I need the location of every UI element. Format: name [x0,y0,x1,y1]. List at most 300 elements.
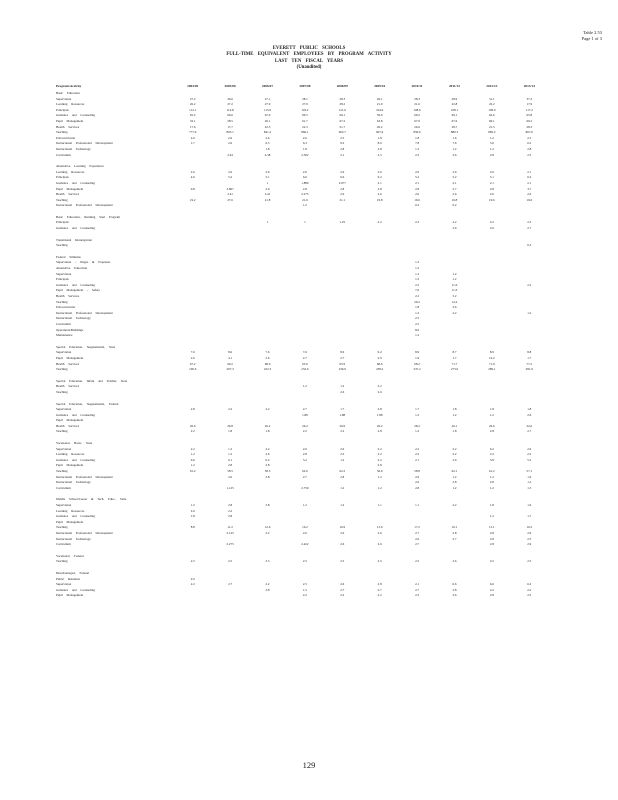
value-cell: 222.3 [263,367,272,372]
row-label: Pupil Management [56,186,84,191]
value-cell: 2.6 [340,446,345,451]
value-cell: 7.6 [415,288,420,293]
value-cell: 2.6 [377,542,382,547]
value-cell: 2.2 [190,582,195,587]
value-cell: 69.2 [526,118,533,123]
row-label: Supervision - Wages & Expenses [56,260,111,265]
value-cell: 2.422 [301,542,309,547]
row-label: Supervision [56,96,72,101]
value-cell: 2.8 [452,587,457,592]
row-label: Alternative Education [56,266,88,271]
row-label: Principals [56,277,69,282]
value-cell: 26.6 [189,423,196,428]
value-cell: 2.7 [452,186,457,191]
value-cell: 1.8 [415,305,420,310]
value-cell: 118.2 [301,107,309,112]
row-label: Health Services [56,384,80,389]
value-cell: 2.2 [415,220,420,225]
table-row [56,593,548,599]
value-cell: 2.8 [489,536,494,541]
row-label: Instructional Technology [56,146,91,151]
value-cell: 2.6 [340,192,345,197]
value-cell: 8.9 [415,350,420,355]
value-cell: 1.8 [228,429,233,434]
value-cell: 1.88 [339,412,346,417]
value-cell: 2.5 [527,559,532,564]
value-cell: 2.9 [415,474,420,479]
value-cell: 27.6 [227,197,233,202]
value-cell: 8.6 [415,327,420,332]
value-cell: 2.7 [415,587,420,592]
row-label: Pupil Management [56,355,84,360]
value-cell: 1.2 [377,485,382,490]
value-cell: 1 [266,180,269,185]
row-label: Pupil Management [56,418,84,423]
value-cell: 5.2 [452,175,457,180]
value-cell: 2.6 [452,152,457,157]
value-cell: 2.2 [302,593,307,598]
value-cell: 2.2 [377,593,382,598]
value-cell: 109.9 [488,107,496,112]
value-cell: 1.2 [190,463,195,468]
row-label: Pupil Management - Safety [56,288,100,293]
value-cell: 2.6 [190,169,195,174]
value-cell: 2.8 [527,146,532,151]
row-label: Health Services [56,294,80,298]
value-cell: 22.2 [489,102,495,107]
value-cell: 2.2 [265,582,270,587]
value-cell: 8.8 [527,350,532,355]
value-cell: 2.8 [265,587,270,592]
value-cell: 67.9 [414,118,420,123]
value-cell: 2.5 [527,536,532,541]
value-cell: 2.1 [377,180,382,185]
value-cell: 1.2 [452,485,457,490]
value-cell: 2.6 [190,135,195,140]
value-cell: 1.8 [452,407,457,412]
value-cell: 21.5 [489,124,495,129]
value-cell: 1.2 [340,485,345,490]
value-cell: 2.8 [377,146,382,151]
value-cell: 2.6 [190,508,195,513]
value-cell: 1.7 [415,407,420,412]
value-cell: 21.6 [302,197,308,202]
row-label: Instructional Technology [56,536,91,541]
value-cell: 1.2 [340,457,345,462]
row-label: Pupil Management [56,593,84,598]
value-cell: 2.6 [340,582,345,587]
value-cell: 2.8 [377,429,382,434]
value-cell: 26.2 [189,102,196,107]
value-cell: 273.6 [450,367,459,372]
value-cell: 1.2 [489,474,494,479]
value-cell: 71.7 [451,361,458,366]
value-cell: 1 [266,220,269,225]
row-label: Health Services [56,192,80,197]
value-cell: 22.8 [451,102,458,107]
value-cell: 17.7 [227,124,233,129]
value-cell: 2.8 [340,474,345,479]
value-cell: 1.2 [452,277,457,282]
value-cell: 866.1 [301,130,309,135]
row-label: Health Services [56,361,80,366]
value-cell: 190.6 [189,367,197,372]
value-cell: 2.2 [415,446,420,451]
column-header-year: 2005/06 [224,84,236,88]
value-cell: 2.6 [527,192,532,197]
value-cell: 2.6 [340,542,345,547]
row-label: Learning Resources [56,102,85,107]
value-cell: 8.8 [190,525,195,530]
value-cell: 2.7 [452,536,457,541]
value-cell: 65.2 [189,113,196,118]
value-cell: 0.2 [415,203,420,208]
report-period: LAST TEN FISCAL YEARS [274,58,344,64]
row-label: Public Relations [56,576,80,581]
value-cell: 2.8 [489,186,494,191]
row-label: Guidance and Counseling [56,412,95,417]
value-cell: 67.9 [264,113,271,118]
row-label: Instructional Professional Development [56,530,113,535]
value-cell: 2.125 [226,530,234,535]
value-cell: 2.8 [489,429,494,434]
value-cell: 2.5 [190,559,195,564]
value-cell: 2.6 [265,169,270,174]
value-cell: 2.6 [340,389,345,394]
value-cell: 2.41 [227,192,233,197]
row-label: Instructional Technology [56,480,91,485]
value-cell: 1 [304,220,306,225]
value-cell: 7.6 [302,350,307,355]
value-cell: 2.6 [228,474,233,479]
column-header-year: 2007/08 [299,84,311,88]
value-cell: 2.6 [527,412,532,417]
value-cell: 232.6 [301,367,309,372]
value-cell: 27.2 [227,102,233,107]
value-cell: 1.2 [415,271,420,276]
value-cell: 1.8 [452,429,457,434]
row-label: Teaching [56,469,68,474]
value-cell: 67.6 [451,118,458,123]
value-cell: 2.6 [265,186,270,191]
value-cell: 1.5 [302,587,307,592]
row-label: Curriculum [56,152,71,157]
value-cell [211,593,248,599]
row-label: Guidance and Counseling [56,282,95,287]
value-cell: 281.9 [525,367,533,372]
value-cell: 69.2 [414,113,420,118]
value-cell: 67.2 [189,361,196,366]
value-cell: 26.2 [264,423,271,428]
table-body [56,91,548,599]
value-cell: 2.8 [489,152,494,157]
value-cell: 2.867 [226,186,234,191]
value-cell: 5.8 [489,457,494,462]
page-reference [582,30,602,42]
value-cell: 62.6 [489,113,495,118]
value-cell: 63.8 [376,118,383,123]
value-cell: 5.1 [489,175,494,180]
value-cell: 5.6 [489,141,494,146]
value-cell: 12.6 [264,525,271,530]
value-cell: 1.2 [415,266,420,271]
value-cell: 19.8 [376,197,383,202]
value-cell: 15.1 [489,525,495,530]
value-cell: 1.6 [452,135,457,140]
section-heading: Special Education, Supplemental, Federal [56,401,119,406]
value-cell: 62.2 [339,469,346,474]
value-cell: 1.2 [489,135,494,140]
value-cell: 2.8 [377,463,382,468]
value-cell: 2.275 [301,192,309,197]
value-cell: 289.1 [488,367,496,372]
value-cell: 2.9 [527,542,532,547]
value-cell: 16.2 [302,525,308,530]
value-cell: 2.2 [377,220,382,225]
value-cell: 2.2 [377,452,382,457]
fte-table [56,81,548,599]
value-cell: 2.7 [340,587,345,592]
row-label: Supervision [56,503,72,507]
value-cell: 58.8 [414,469,420,474]
value-cell: 2.2 [452,310,457,315]
value-cell: 2.2 [527,452,532,457]
value-cell: 9.2 [377,350,382,355]
value-cell: 9.2 [340,141,345,146]
value-cell: 1.9 [415,355,420,360]
row-label: Supervision [56,271,72,276]
row-label: Extracurricular [56,135,76,140]
value-cell: 62.6 [302,469,308,474]
report-header [0,46,618,71]
value-cell: 2.7 [527,429,532,434]
value-cell: 1.8 [415,135,420,140]
value-cell: 16.1 [451,525,458,530]
value-cell: 2.2 [377,457,382,462]
value-cell: 1.2 [377,474,382,479]
value-cell: 1.2 [452,412,457,417]
value-cell: 1.2 [190,503,195,507]
value-cell: 1.8 [489,407,494,412]
value-cell: 1.2 [190,452,195,457]
value-cell: 2.6 [190,576,195,581]
value-cell: 22.3 [302,124,308,129]
value-cell: 1.7 [452,355,457,360]
row-label: Teaching [56,559,68,564]
value-cell: 28.3 [339,96,346,101]
row-label: Guidance and Counseling [56,514,95,519]
value-cell: 2.2 [265,407,270,412]
value-cell: 2.5 [377,559,382,564]
value-cell: 27.9 [264,102,271,107]
value-cell: 21.9 [376,102,383,107]
value-cell: 2.8 [228,503,233,507]
value-cell: 2.8 [265,463,270,468]
column-header-year: 2009/10 [374,84,386,88]
value-cell: 56.9 [376,469,383,474]
value-cell: 867.6 [525,130,533,135]
value-cell: 7.6 [265,350,270,355]
section-heading: Vocational, Basic, State [56,441,93,446]
value-cell: 2.6 [415,536,420,541]
value-cell: 61.7 [302,118,308,123]
value-cell: 2.8 [415,485,420,490]
value-cell: 2.8 [377,582,382,587]
value-cell: 1.2 [452,474,457,479]
value-cell: 2.6 [415,169,420,174]
value-cell: 2.6 [452,192,457,197]
value-cell: 2.2 [415,294,420,298]
value-cell: 2.1 [415,582,420,587]
page-number: 129 [302,760,316,770]
value-cell: 1.7 [340,407,345,412]
value-cell: 59.6 [376,113,383,118]
value-cell: 2.6 [340,530,345,535]
value-cell: 2.5 [415,559,420,564]
row-label: Teaching [56,525,68,530]
value-cell: 2.6 [302,169,307,174]
value-cell: 115.9 [263,107,272,112]
value-cell: 26.2 [376,124,383,129]
row-label: Learning Resources [56,452,85,457]
value-cell: 26.6 [489,423,495,428]
row-label: Guidance and Counseling [56,180,95,185]
value-cell: 2.2 [265,446,270,451]
value-cell: 2.5 [377,152,382,157]
value-cell: 37.2 [526,96,533,101]
value-cell: 2.2 [452,446,457,451]
row-label: Supervision [56,407,72,412]
value-cell: 2.2 [228,407,233,412]
value-cell: 17.6 [189,124,196,129]
row-label: Health Services [56,124,80,129]
value-cell: 1.2 [415,429,420,434]
value-cell: 26.2 [302,423,308,428]
value-cell: 1.1 [415,503,420,507]
value-cell: 237.2 [413,367,421,372]
row-label: Guidance and Counseling [56,587,95,592]
value-cell: 6.6 [190,457,195,462]
value-cell: 57.1 [526,469,533,474]
value-cell: 2.2 [527,220,532,225]
value-cell: 69.5 [302,113,308,118]
audit-status: (Unaudited) [296,64,322,70]
value-cell: 19.6 [414,197,420,202]
row-label: Pupil Management [56,463,84,468]
value-cell: 11.6 [451,282,458,287]
value-cell: 6.2 [377,175,382,180]
value-cell: 68.6 [264,361,271,366]
value-cell: 1.2 [415,146,420,151]
value-cell: 2.2 [527,587,532,592]
value-cell: 68.6 [376,361,383,366]
value-cell: 8.6 [340,350,345,355]
value-cell: 2.1 [452,180,457,185]
value-cell: 28.5 [227,118,233,123]
row-label: Health Services [56,423,80,428]
row-label: Teaching [56,299,68,304]
value-cell: 108.1 [450,107,459,112]
value-cell: 1.2 [415,412,420,417]
value-cell: 1.7 [527,355,532,360]
value-cell: 16.2 [489,355,495,360]
value-cell: 2.1 [415,180,420,185]
value-cell: 2.6 [452,559,457,564]
value-cell: 1.8 [265,429,270,434]
value-cell: 61.2 [489,469,495,474]
value-cell: 777.9 [189,130,197,135]
row-label: Instructional Professional Development [56,203,113,208]
value-cell: 28.9 [451,96,458,101]
value-cell: 907.6 [376,130,384,135]
value-cell: 62.1 [451,469,458,474]
value-cell: 2.6 [452,305,457,310]
value-cell: 77.2 [526,361,533,366]
value-cell: 2.43 [227,152,233,157]
value-cell: 2.8 [489,593,494,598]
value-cell: 4.1 [228,355,233,360]
value-cell: 2.2 [452,220,457,225]
value-cell: 2.2 [190,446,195,451]
value-cell: 71.9 [489,361,495,366]
value-cell: 28.2 [414,423,420,428]
value-cell: 2.2 [302,429,307,434]
value-cell: 2.5 [489,559,494,564]
value-cell: 11.6 [451,288,458,293]
value-cell: 6.3 [527,243,532,248]
row-label: Guidance and Counseling [56,457,95,462]
value-cell: 7.6 [452,141,457,146]
value-cell: 2.6 [228,141,233,146]
row-label: Maintenance [56,333,73,338]
value-cell: 5.2 [415,175,420,180]
value-cell: 2.2 [340,452,345,457]
row-label: Supervision [56,582,72,587]
value-cell: 21.8 [264,197,271,202]
value-cell: 2.6 [452,226,457,231]
row-label: Learning Resources [56,508,85,513]
value-cell: 112.1 [189,107,197,112]
value-cell: 1.2 [489,412,494,417]
value-cell: 1.6 [527,503,532,507]
value-cell: 1.2 [489,146,494,151]
value-cell: 2.2 [452,503,457,507]
value-cell: 26.1 [451,423,458,428]
value-cell: 1.1 [377,503,382,507]
value-cell: 27.9 [302,102,308,107]
value-cell: 2.8 [302,452,307,457]
value-cell [249,593,286,599]
value-cell: 236.9 [338,367,346,372]
section-heading: Special Education, Infant and Toddler, State [56,378,128,383]
value-cell: 841.2 [263,130,272,135]
value-cell: 2.5 [527,135,532,140]
section-heading: Transitional Kindergarten [56,237,92,242]
page-of-pages: Page 1 of 3 [581,36,602,41]
value-cell: 2.8 [228,463,233,468]
value-cell: 2.8 [377,407,382,412]
value-cell: 121.9 [338,107,346,112]
value-cell: 2.5 [415,282,420,287]
value-cell: 117.2 [525,107,533,112]
value-cell: 1.88 [376,412,383,417]
row-label: Extracurricular [56,305,76,310]
value-cell: 2.2 [415,452,420,457]
section-heading: Basic Education, Running Start Program [56,214,120,219]
value-cell: 2.8 [489,480,494,485]
row-label: Principals [56,175,69,180]
value-cell: 2.7 [302,474,307,479]
